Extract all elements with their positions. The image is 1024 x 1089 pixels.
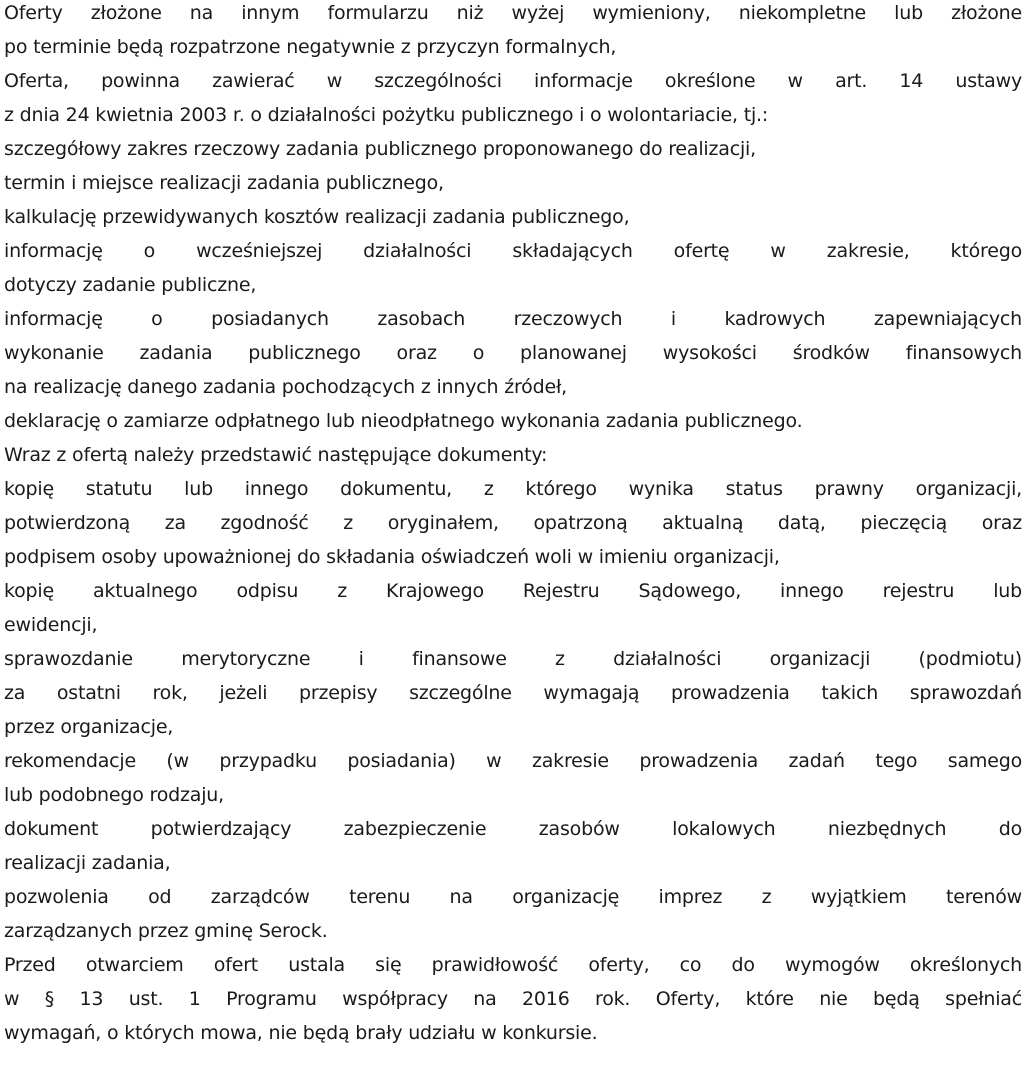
text-line: z dnia 24 kwietnia 2003 r. o działalności pożytku publicznego i o wolontariacie, tj.: (4, 104, 769, 126)
text-line: realizacji zadania, (4, 852, 171, 874)
text-line: za ostatni rok, jeżeli przepisy szczególne wymagają prowadzenia takich sprawozdań (4, 682, 1022, 704)
text-line: ewidencji, (4, 614, 98, 636)
text-line: przez organizacje, (4, 716, 174, 738)
text-line: kopię aktualnego odpisu z Krajowego Rejestru Sądowego, innego rejestru lub (4, 580, 1022, 602)
text-line: potwierdzoną za zgodność z oryginałem, opatrzoną aktualną datą, pieczęcią oraz (4, 512, 1022, 534)
text-line: po terminie będą rozpatrzone negatywnie z przyczyn formalnych, (4, 36, 617, 58)
text-line: termin i miejsce realizacji zadania publicznego, (4, 172, 444, 194)
text-line: wykonanie zadania publicznego oraz o planowanej wysokości środków finansowych (4, 342, 1022, 364)
text-line: informację o wcześniejszej działalności składających ofertę w zakresie, którego (4, 240, 1022, 262)
text-line: sprawozdanie merytoryczne i finansowe z działalności organizacji (podmiotu) (4, 648, 1022, 670)
document-page (4, 0, 1024, 1089)
text-line: rekomendacje (w przypadku posiadania) w zakresie prowadzenia zadań tego samego (4, 750, 1022, 772)
text-line: Przed otwarciem ofert ustala się prawidłowość oferty, co do wymogów określonych (4, 954, 1022, 976)
text-line: pozwolenia od zarządców terenu na organizację imprez z wyjątkiem terenów (4, 886, 1022, 908)
text-line: Wraz z ofertą należy przedstawić następujące dokumenty: (4, 444, 548, 466)
text-line: zarządzanych przez gminę Serock. (4, 920, 328, 942)
text-line: podpisem osoby upoważnionej do składania oświadczeń woli w imieniu organizacji, (4, 546, 780, 568)
text-line: kopię statutu lub innego dokumentu, z którego wynika status prawny organizacji, (4, 478, 1022, 500)
text-line: kalkulację przewidywanych kosztów realizacji zadania publicznego, (4, 206, 630, 228)
text-line: na realizację danego zadania pochodzących z innych źródeł, (4, 376, 567, 398)
text-line: szczegółowy zakres rzeczowy zadania publicznego proponowanego do realizacji, (4, 138, 756, 160)
text-line: wymagań, o których mowa, nie będą brały udziału w konkursie. (4, 1022, 598, 1044)
text-line: Oferty złożone na innym formularzu niż wyżej wymieniony, niekompletne lub złożone (4, 2, 1022, 24)
text-line: dotyczy zadanie publiczne, (4, 274, 257, 296)
text-line: informację o posiadanych zasobach rzeczowych i kadrowych zapewniających (4, 308, 1022, 330)
text-line: lub podobnego rodzaju, (4, 784, 224, 806)
text-line: deklarację o zamiarze odpłatnego lub nieodpłatnego wykonania zadania publicznego. (4, 410, 803, 432)
text-line: dokument potwierdzający zabezpieczenie zasobów lokalowych niezbędnych do (4, 818, 1022, 840)
text-line: Oferta, powinna zawierać w szczególności informacje określone w art. 14 ustawy (4, 70, 1022, 92)
text-line: w § 13 ust. 1 Programu współpracy na 2016 rok. Oferty, które nie będą spełniać (4, 988, 1022, 1010)
